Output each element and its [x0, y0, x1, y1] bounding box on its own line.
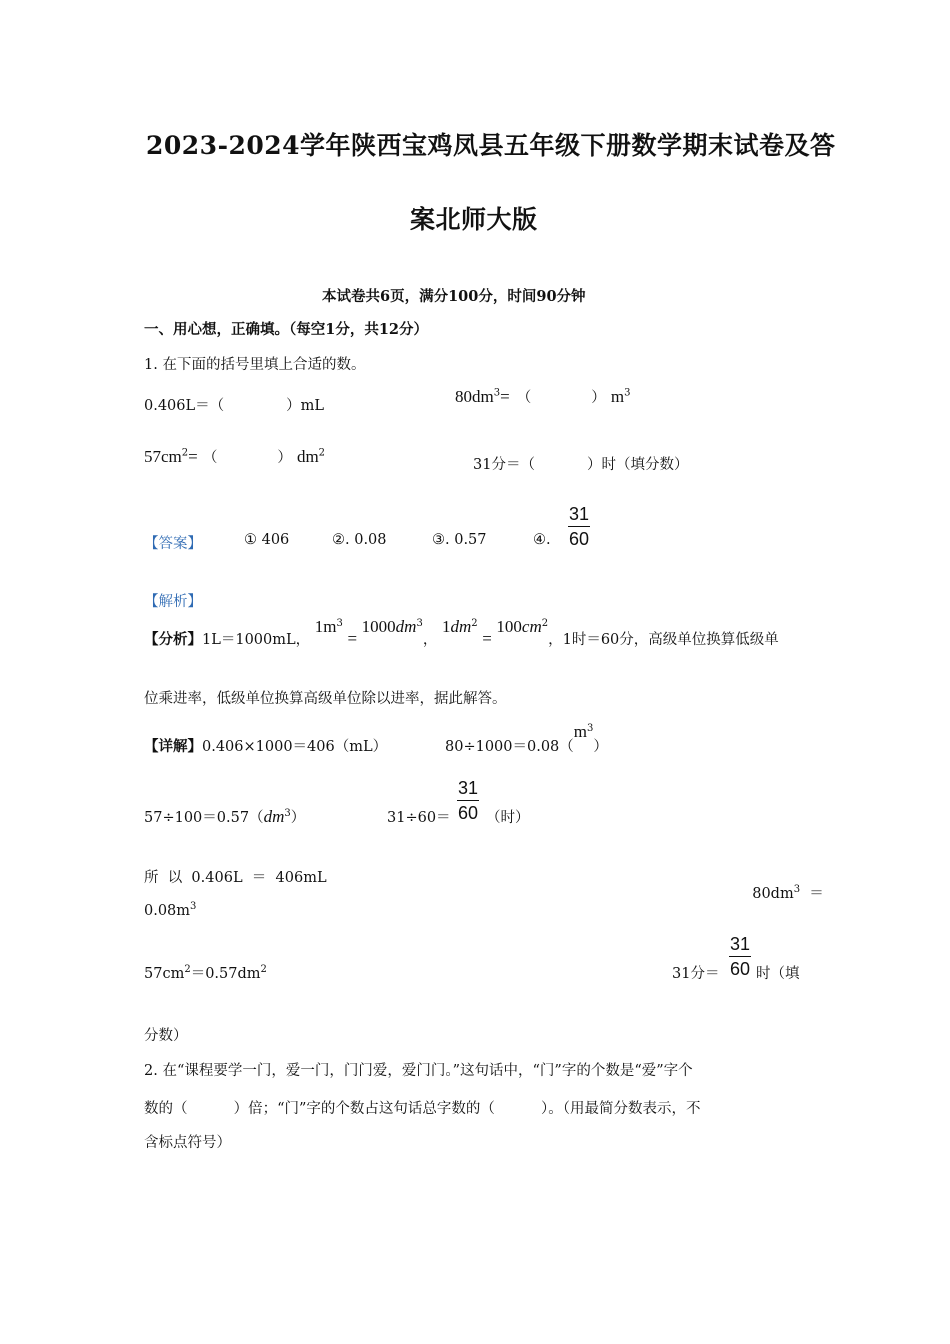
- detail-line1-a: 【详解】0.406×1000＝406（mL）: [144, 738, 388, 755]
- answer-value-4: ④.: [533, 532, 551, 548]
- q1-prompt: 1. 在下面的括号里填上合适的数。: [144, 357, 366, 373]
- document-title-line1: 2023-2024学年陕西宝鸡凤县五年级下册数学期末试卷及答: [146, 131, 836, 160]
- conclusion-line1: 所 以 0.406L ＝ 406mL: [144, 870, 327, 886]
- analysis-fenxi-line1: 【分析】1L＝1000mL， $1m^3 = 1000dm^3$， $1dm^2 = 100cm^2$，1时＝60分，高级单位换算低级单: [144, 617, 779, 648]
- detail-line2-b: 31÷60＝: [387, 810, 451, 826]
- document-title-line2: 案北师大版: [410, 205, 538, 234]
- conclusion-line3-right: 31分＝: [672, 966, 720, 982]
- conclusion-line3-tail: 时（填: [756, 966, 800, 982]
- document-subtitle: 本试卷共6页，满分100分，时间90分钟: [322, 288, 586, 305]
- q2-line3: 含标点符号）: [144, 1135, 231, 1151]
- conclusion-line2: $0.08m^3$: [144, 901, 197, 919]
- conclusion-fraction: $\frac{31}{60}$: [730, 934, 751, 979]
- answer-value-3: ③. 0.57: [432, 532, 487, 548]
- conclusion-line4: 分数）: [144, 1028, 188, 1044]
- q2-line1: 2. 在“课程要学一门，爱一门，门门爱，爱门门。”这句话中，“门”字的个数是“爱”字个: [144, 1063, 693, 1079]
- detail-line1-b: $80\div 1000=0.08(m^3)$: [445, 722, 608, 755]
- conclusion-line1-right: $80dm^3$ ＝: [752, 884, 824, 902]
- detail-line2-tail: （时）: [486, 810, 530, 826]
- q1-item-4: 31分＝（ ）时（填分数）: [473, 457, 689, 473]
- answer-fraction: $\frac{31}{60}$: [569, 504, 590, 549]
- analysis-fenxi-line2: 位乘进率，低级单位换算高级单位除以进率，据此解答。: [144, 691, 507, 707]
- q1-item-1: 0.406L＝（ ）mL: [144, 398, 325, 414]
- detail-fraction: $\frac{31}{60}$: [458, 778, 479, 823]
- q1-item-2: $80dm^3=$ （ ） $m^3$: [455, 387, 631, 406]
- conclusion-line3: $57cm^2=0.57dm^2$: [144, 964, 267, 982]
- q2-line2: 数的（ ）倍；“门”字的个数占这句话总字数的（ ）。（用最简分数表示，不: [144, 1101, 701, 1117]
- q1-item-3: $57cm^2=$ （ ） $dm^2$: [144, 447, 326, 466]
- answer-label: 【答案】: [144, 536, 202, 552]
- analysis-label: 【解析】: [144, 594, 202, 610]
- answer-value-1: ① 406: [244, 532, 290, 548]
- section1-heading: 一、用心想，正确填。（每空1分，共12分）: [144, 321, 429, 338]
- answer-value-2: ②. 0.08: [332, 532, 387, 548]
- detail-line2-a: $57\div 100=0.57(dm^3)$: [144, 807, 306, 826]
